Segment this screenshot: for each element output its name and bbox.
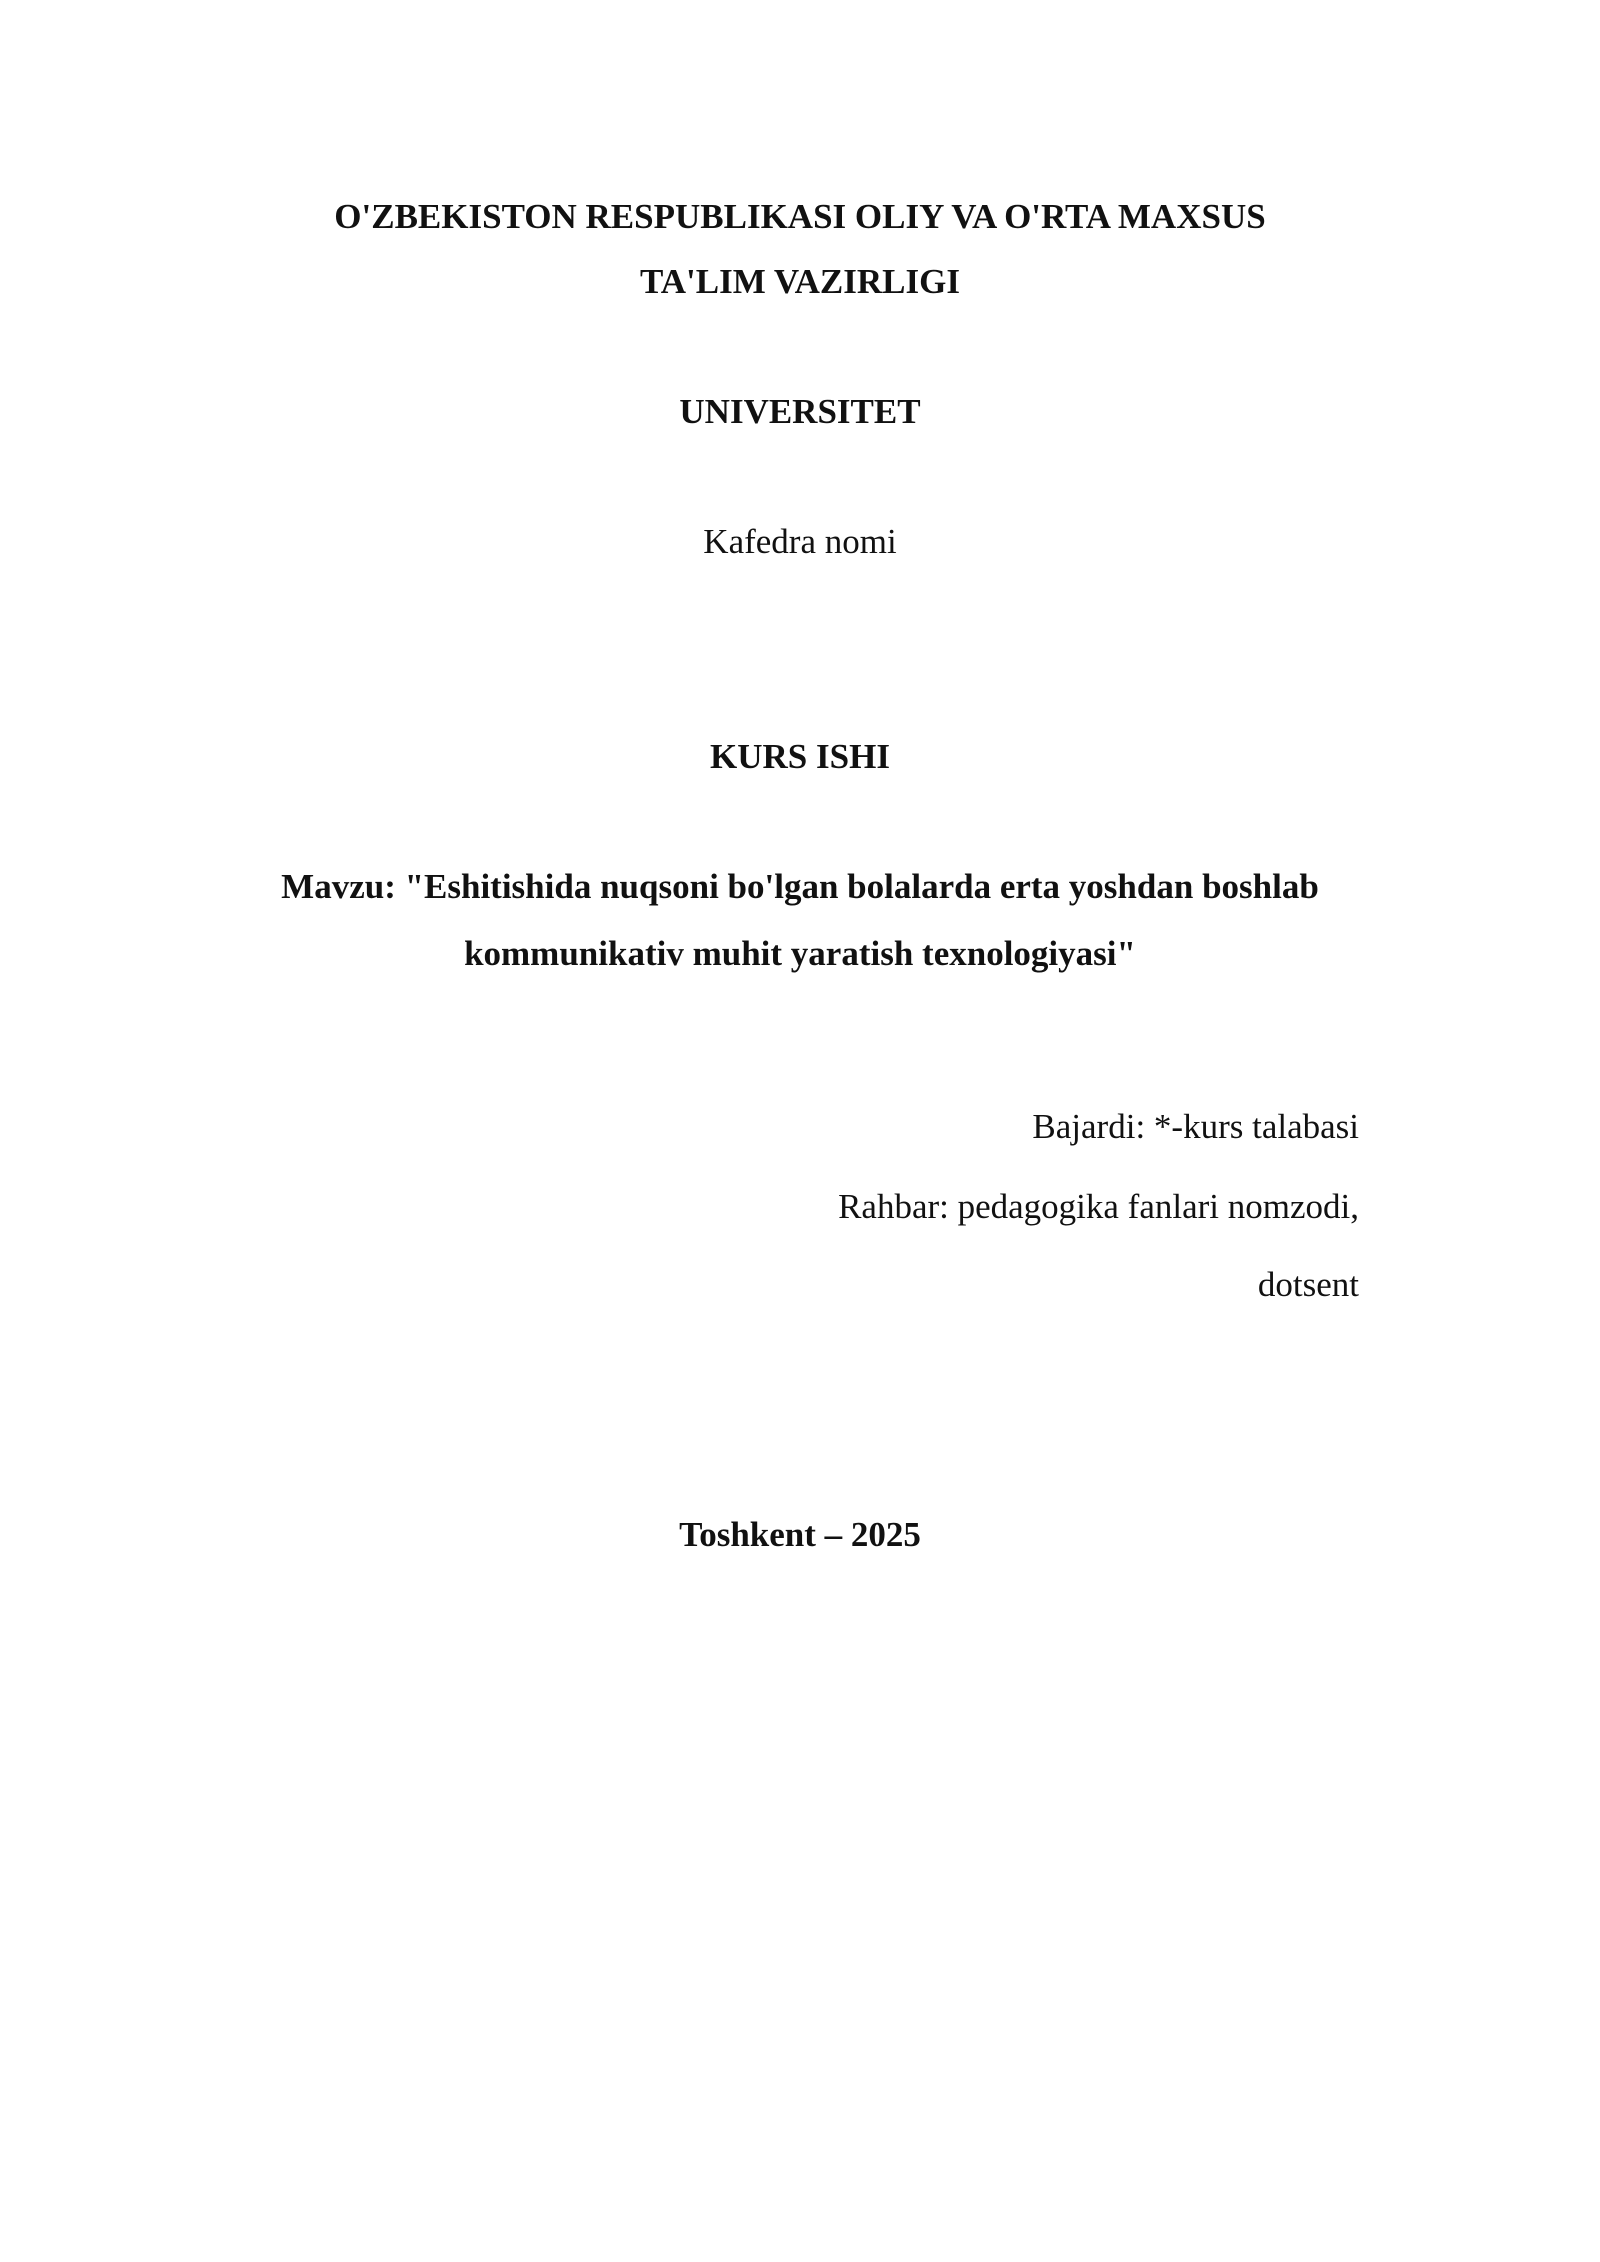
performed-by: Bajardi: *-kurs talabasi — [1032, 1107, 1359, 1146]
city-year: Toshkent – 2025 — [679, 1515, 921, 1554]
university-name: UNIVERSITET — [679, 392, 921, 431]
department-name: Kafedra nomi — [703, 522, 897, 561]
supervisor-line-2: dotsent — [1257, 1265, 1359, 1304]
work-type-title: KURS ISHI — [710, 737, 890, 776]
topic-line-1: Mavzu: "Eshitishida nuqsoni bo'lgan bolalarda erta yoshdan boshlab — [281, 867, 1319, 906]
ministry-name-line-1: O'ZBEKISTON RESPUBLIKASI OLIY VA O'RTA MAXSUS — [334, 197, 1266, 236]
supervisor-line-1: Rahbar: pedagogika fanlari nomzodi, — [838, 1187, 1359, 1226]
ministry-name-line-2: TA'LIM VAZIRLIGI — [640, 262, 960, 301]
topic-line-2: kommunikativ muhit yaratish texnologiyasi" — [464, 934, 1136, 973]
